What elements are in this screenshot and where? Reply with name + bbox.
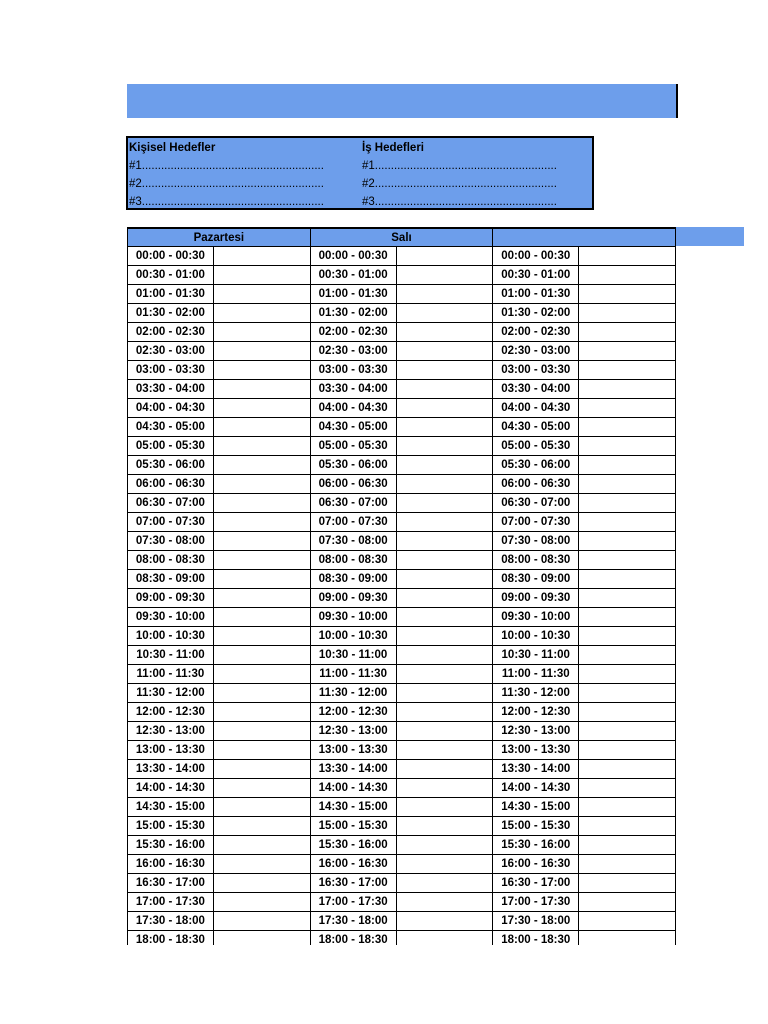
note-cell[interactable] <box>213 399 310 418</box>
time-slot-cell: 16:30 - 17:00 <box>128 874 214 893</box>
time-slot-cell: 00:00 - 00:30 <box>310 247 396 266</box>
note-cell[interactable] <box>396 266 493 285</box>
note-cell[interactable] <box>579 665 676 684</box>
schedule-table <box>127 227 676 945</box>
note-cell[interactable] <box>579 779 676 798</box>
note-cell[interactable] <box>213 684 310 703</box>
time-slot-cell: 11:00 - 11:30 <box>310 665 396 684</box>
note-cell[interactable] <box>396 874 493 893</box>
note-cell[interactable] <box>396 513 493 532</box>
time-slot-cell: 05:30 - 06:00 <box>310 456 396 475</box>
table-row <box>128 456 676 475</box>
time-slot-cell: 18:00 - 18:30 <box>128 931 214 946</box>
note-cell[interactable] <box>396 684 493 703</box>
note-cell[interactable] <box>579 931 676 946</box>
note-cell[interactable] <box>213 513 310 532</box>
time-slot-cell: 04:30 - 05:00 <box>128 418 214 437</box>
note-cell[interactable] <box>579 437 676 456</box>
table-row <box>128 437 676 456</box>
note-cell[interactable] <box>213 855 310 874</box>
time-slot-cell: 05:00 - 05:30 <box>128 437 214 456</box>
note-cell[interactable] <box>579 760 676 779</box>
time-slot-cell: 10:30 - 11:00 <box>493 646 579 665</box>
table-row <box>128 266 676 285</box>
note-cell[interactable] <box>396 570 493 589</box>
table-row <box>128 323 676 342</box>
table-row <box>128 912 676 931</box>
note-cell[interactable] <box>396 836 493 855</box>
time-slot-cell: 07:30 - 08:00 <box>310 532 396 551</box>
note-cell[interactable] <box>579 475 676 494</box>
note-cell[interactable] <box>396 589 493 608</box>
note-cell[interactable] <box>396 931 493 946</box>
time-slot-cell: 04:00 - 04:30 <box>128 399 214 418</box>
goals-box <box>126 136 594 210</box>
time-slot-cell: 08:00 - 08:30 <box>310 551 396 570</box>
table-row <box>128 361 676 380</box>
time-slot-cell: 12:30 - 13:00 <box>128 722 214 741</box>
time-slot-cell: 17:30 - 18:00 <box>493 912 579 931</box>
time-slot-cell: 15:00 - 15:30 <box>128 817 214 836</box>
time-slot-cell: 06:30 - 07:00 <box>310 494 396 513</box>
time-slot-cell: 14:00 - 14:30 <box>493 779 579 798</box>
table-row <box>128 817 676 836</box>
time-slot-cell: 17:00 - 17:30 <box>128 893 214 912</box>
table-row <box>128 760 676 779</box>
note-cell[interactable] <box>396 437 493 456</box>
time-slot-cell: 14:00 - 14:30 <box>310 779 396 798</box>
table-row <box>128 703 676 722</box>
time-slot-cell: 03:30 - 04:00 <box>310 380 396 399</box>
note-cell[interactable] <box>579 627 676 646</box>
time-slot-cell: 10:00 - 10:30 <box>310 627 396 646</box>
note-cell[interactable] <box>213 437 310 456</box>
note-cell[interactable] <box>579 456 676 475</box>
note-cell[interactable] <box>579 855 676 874</box>
note-cell[interactable] <box>213 380 310 399</box>
table-row <box>128 494 676 513</box>
time-slot-cell: 01:30 - 02:00 <box>128 304 214 323</box>
note-cell[interactable] <box>213 570 310 589</box>
time-slot-cell: 10:30 - 11:00 <box>128 646 214 665</box>
time-slot-cell: 02:00 - 02:30 <box>128 323 214 342</box>
time-slot-cell: 13:30 - 14:00 <box>493 760 579 779</box>
table-row <box>128 684 676 703</box>
table-row <box>128 247 676 266</box>
time-slot-cell: 07:00 - 07:30 <box>128 513 214 532</box>
time-slot-cell: 08:00 - 08:30 <box>128 551 214 570</box>
time-slot-cell: 01:30 - 02:00 <box>310 304 396 323</box>
time-slot-cell: 16:00 - 16:30 <box>128 855 214 874</box>
time-slot-cell: 05:30 - 06:00 <box>128 456 214 475</box>
table-row <box>128 836 676 855</box>
work-goal-3[interactable]: #3......................................................... <box>362 196 557 208</box>
note-cell[interactable] <box>396 551 493 570</box>
table-row <box>128 855 676 874</box>
note-cell[interactable] <box>213 266 310 285</box>
day-header <box>493 228 676 247</box>
note-cell[interactable] <box>213 779 310 798</box>
time-slot-cell: 03:00 - 03:30 <box>493 361 579 380</box>
time-slot-cell: 14:30 - 15:00 <box>128 798 214 817</box>
table-row <box>128 418 676 437</box>
note-cell[interactable] <box>213 304 310 323</box>
note-cell[interactable] <box>213 665 310 684</box>
table-row <box>128 570 676 589</box>
time-slot-cell: 07:30 - 08:00 <box>128 532 214 551</box>
day-header: Salı <box>310 228 493 247</box>
note-cell[interactable] <box>213 608 310 627</box>
time-slot-cell: 16:30 - 17:00 <box>310 874 396 893</box>
note-cell[interactable] <box>213 475 310 494</box>
time-slot-cell: 06:00 - 06:30 <box>493 475 579 494</box>
table-row <box>128 874 676 893</box>
time-slot-cell: 04:30 - 05:00 <box>493 418 579 437</box>
note-cell[interactable] <box>396 380 493 399</box>
note-cell[interactable] <box>396 798 493 817</box>
note-cell[interactable] <box>579 494 676 513</box>
time-slot-cell: 11:00 - 11:30 <box>128 665 214 684</box>
note-cell[interactable] <box>213 912 310 931</box>
time-slot-cell: 00:00 - 00:30 <box>128 247 214 266</box>
time-slot-cell: 13:00 - 13:30 <box>310 741 396 760</box>
note-cell[interactable] <box>213 931 310 946</box>
time-slot-cell: 10:00 - 10:30 <box>128 627 214 646</box>
work-goals-heading: İş Hedefleri <box>362 142 424 154</box>
time-slot-cell: 11:00 - 11:30 <box>493 665 579 684</box>
note-cell[interactable] <box>396 855 493 874</box>
time-slot-cell: 05:30 - 06:00 <box>493 456 579 475</box>
note-cell[interactable] <box>579 836 676 855</box>
time-slot-cell: 15:30 - 16:00 <box>310 836 396 855</box>
note-cell[interactable] <box>213 589 310 608</box>
note-cell[interactable] <box>396 323 493 342</box>
time-slot-cell: 02:30 - 03:00 <box>128 342 214 361</box>
note-cell[interactable] <box>213 247 310 266</box>
note-cell[interactable] <box>396 247 493 266</box>
table-row <box>128 627 676 646</box>
note-cell[interactable] <box>396 475 493 494</box>
note-cell[interactable] <box>396 646 493 665</box>
table-row <box>128 285 676 304</box>
time-slot-cell: 08:00 - 08:30 <box>493 551 579 570</box>
note-cell[interactable] <box>579 247 676 266</box>
time-slot-cell: 15:30 - 16:00 <box>128 836 214 855</box>
note-cell[interactable] <box>213 893 310 912</box>
table-row <box>128 304 676 323</box>
note-cell[interactable] <box>213 646 310 665</box>
time-slot-cell: 06:00 - 06:30 <box>128 475 214 494</box>
note-cell[interactable] <box>396 285 493 304</box>
note-cell[interactable] <box>213 361 310 380</box>
time-slot-cell: 00:30 - 01:00 <box>128 266 214 285</box>
time-slot-cell: 01:30 - 02:00 <box>493 304 579 323</box>
table-row <box>128 798 676 817</box>
schedule-table-wrapper <box>127 227 676 945</box>
personal-goals-heading: Kişisel Hedefler <box>129 142 216 154</box>
note-cell[interactable] <box>213 285 310 304</box>
time-slot-cell: 03:00 - 03:30 <box>128 361 214 380</box>
table-row <box>128 551 676 570</box>
note-cell[interactable] <box>396 760 493 779</box>
note-cell[interactable] <box>579 608 676 627</box>
note-cell[interactable] <box>579 285 676 304</box>
note-cell[interactable] <box>579 551 676 570</box>
title-bar <box>127 84 678 118</box>
note-cell[interactable] <box>579 323 676 342</box>
table-row <box>128 589 676 608</box>
note-cell[interactable] <box>579 874 676 893</box>
time-slot-cell: 05:00 - 05:30 <box>310 437 396 456</box>
time-slot-cell: 14:00 - 14:30 <box>128 779 214 798</box>
time-slot-cell: 15:30 - 16:00 <box>493 836 579 855</box>
time-slot-cell: 00:00 - 00:30 <box>493 247 579 266</box>
time-slot-cell: 02:00 - 02:30 <box>310 323 396 342</box>
time-slot-cell: 13:00 - 13:30 <box>493 741 579 760</box>
time-slot-cell: 09:00 - 09:30 <box>310 589 396 608</box>
note-cell[interactable] <box>213 741 310 760</box>
note-cell[interactable] <box>213 760 310 779</box>
note-cell[interactable] <box>579 342 676 361</box>
time-slot-cell: 10:30 - 11:00 <box>310 646 396 665</box>
time-slot-cell: 02:00 - 02:30 <box>493 323 579 342</box>
time-slot-cell: 00:30 - 01:00 <box>493 266 579 285</box>
work-goal-1[interactable]: #1......................................................... <box>362 160 557 172</box>
time-slot-cell: 01:00 - 01:30 <box>128 285 214 304</box>
time-slot-cell: 17:30 - 18:00 <box>310 912 396 931</box>
time-slot-cell: 17:00 - 17:30 <box>493 893 579 912</box>
table-row <box>128 399 676 418</box>
time-slot-cell: 06:30 - 07:00 <box>128 494 214 513</box>
table-row <box>128 380 676 399</box>
time-slot-cell: 13:30 - 14:00 <box>310 760 396 779</box>
note-cell[interactable] <box>396 342 493 361</box>
table-row <box>128 665 676 684</box>
personal-goal-2[interactable]: #2......................................................... <box>129 178 324 190</box>
time-slot-cell: 06:00 - 06:30 <box>310 475 396 494</box>
note-cell[interactable] <box>396 532 493 551</box>
note-cell[interactable] <box>396 779 493 798</box>
note-cell[interactable] <box>579 741 676 760</box>
note-cell[interactable] <box>579 589 676 608</box>
note-cell[interactable] <box>396 361 493 380</box>
time-slot-cell: 02:30 - 03:00 <box>310 342 396 361</box>
time-slot-cell: 13:00 - 13:30 <box>128 741 214 760</box>
note-cell[interactable] <box>579 399 676 418</box>
note-cell[interactable] <box>579 380 676 399</box>
note-cell[interactable] <box>213 418 310 437</box>
note-cell[interactable] <box>213 323 310 342</box>
time-slot-cell: 09:00 - 09:30 <box>493 589 579 608</box>
note-cell[interactable] <box>396 817 493 836</box>
table-row <box>128 741 676 760</box>
note-cell[interactable] <box>213 456 310 475</box>
time-slot-cell: 01:00 - 01:30 <box>310 285 396 304</box>
table-row <box>128 893 676 912</box>
time-slot-cell: 08:30 - 09:00 <box>128 570 214 589</box>
note-cell[interactable] <box>579 722 676 741</box>
note-cell[interactable] <box>213 532 310 551</box>
time-slot-cell: 04:00 - 04:30 <box>310 399 396 418</box>
time-slot-cell: 18:00 - 18:30 <box>493 931 579 946</box>
note-cell[interactable] <box>213 551 310 570</box>
time-slot-cell: 14:30 - 15:00 <box>310 798 396 817</box>
time-slot-cell: 08:30 - 09:00 <box>493 570 579 589</box>
note-cell[interactable] <box>213 722 310 741</box>
personal-goal-1[interactable]: #1......................................................... <box>129 160 324 172</box>
note-cell[interactable] <box>396 665 493 684</box>
personal-goal-3[interactable]: #3......................................................... <box>129 196 324 208</box>
note-cell[interactable] <box>396 912 493 931</box>
work-goal-2[interactable]: #2......................................................... <box>362 178 557 190</box>
table-row <box>128 931 676 946</box>
note-cell[interactable] <box>213 494 310 513</box>
time-slot-cell: 07:00 - 07:30 <box>310 513 396 532</box>
table-row <box>128 475 676 494</box>
time-slot-cell: 12:30 - 13:00 <box>310 722 396 741</box>
time-slot-cell: 12:00 - 12:30 <box>493 703 579 722</box>
time-slot-cell: 15:00 - 15:30 <box>310 817 396 836</box>
table-row <box>128 646 676 665</box>
time-slot-cell: 03:00 - 03:30 <box>310 361 396 380</box>
time-slot-cell: 12:30 - 13:00 <box>493 722 579 741</box>
table-row <box>128 608 676 627</box>
time-slot-cell: 09:30 - 10:00 <box>310 608 396 627</box>
note-cell[interactable] <box>213 798 310 817</box>
time-slot-cell: 13:30 - 14:00 <box>128 760 214 779</box>
note-cell[interactable] <box>396 494 493 513</box>
time-slot-cell: 04:30 - 05:00 <box>310 418 396 437</box>
time-slot-cell: 09:30 - 10:00 <box>493 608 579 627</box>
time-slot-cell: 03:30 - 04:00 <box>128 380 214 399</box>
note-cell[interactable] <box>396 703 493 722</box>
time-slot-cell: 07:00 - 07:30 <box>493 513 579 532</box>
note-cell[interactable] <box>579 418 676 437</box>
note-cell[interactable] <box>579 646 676 665</box>
time-slot-cell: 01:00 - 01:30 <box>493 285 579 304</box>
day-header: Pazartesi <box>128 228 311 247</box>
time-slot-cell: 12:00 - 12:30 <box>128 703 214 722</box>
note-cell[interactable] <box>579 817 676 836</box>
time-slot-cell: 18:00 - 18:30 <box>310 931 396 946</box>
note-cell[interactable] <box>579 893 676 912</box>
time-slot-cell: 09:00 - 09:30 <box>128 589 214 608</box>
note-cell[interactable] <box>396 722 493 741</box>
note-cell[interactable] <box>396 741 493 760</box>
time-slot-cell: 07:30 - 08:00 <box>493 532 579 551</box>
time-slot-cell: 09:30 - 10:00 <box>128 608 214 627</box>
table-row <box>128 532 676 551</box>
time-slot-cell: 00:30 - 01:00 <box>310 266 396 285</box>
table-row <box>128 342 676 361</box>
note-cell[interactable] <box>396 304 493 323</box>
note-cell[interactable] <box>579 304 676 323</box>
time-slot-cell: 10:00 - 10:30 <box>493 627 579 646</box>
table-row <box>128 722 676 741</box>
header-fill-overflow <box>676 227 744 246</box>
day-header-row <box>128 228 676 247</box>
time-slot-cell: 16:00 - 16:30 <box>493 855 579 874</box>
table-row <box>128 513 676 532</box>
work-goals <box>362 139 557 211</box>
time-slot-cell: 17:00 - 17:30 <box>310 893 396 912</box>
time-slot-cell: 17:30 - 18:00 <box>128 912 214 931</box>
note-cell[interactable] <box>579 570 676 589</box>
note-cell[interactable] <box>579 361 676 380</box>
time-slot-cell: 06:30 - 07:00 <box>493 494 579 513</box>
note-cell[interactable] <box>579 513 676 532</box>
table-row <box>128 779 676 798</box>
time-slot-cell: 08:30 - 09:00 <box>310 570 396 589</box>
time-slot-cell: 11:30 - 12:00 <box>128 684 214 703</box>
time-slot-cell: 05:00 - 05:30 <box>493 437 579 456</box>
time-slot-cell: 03:30 - 04:00 <box>493 380 579 399</box>
personal-goals <box>129 139 324 211</box>
time-slot-cell: 11:30 - 12:00 <box>493 684 579 703</box>
note-cell[interactable] <box>396 456 493 475</box>
time-slot-cell: 16:00 - 16:30 <box>310 855 396 874</box>
note-cell[interactable] <box>579 703 676 722</box>
time-slot-cell: 02:30 - 03:00 <box>493 342 579 361</box>
note-cell[interactable] <box>213 627 310 646</box>
note-cell[interactable] <box>396 608 493 627</box>
note-cell[interactable] <box>579 684 676 703</box>
note-cell[interactable] <box>579 798 676 817</box>
note-cell[interactable] <box>213 836 310 855</box>
note-cell[interactable] <box>213 703 310 722</box>
note-cell[interactable] <box>396 627 493 646</box>
note-cell[interactable] <box>213 874 310 893</box>
note-cell[interactable] <box>396 399 493 418</box>
time-slot-cell: 12:00 - 12:30 <box>310 703 396 722</box>
note-cell[interactable] <box>396 418 493 437</box>
time-slot-cell: 16:30 - 17:00 <box>493 874 579 893</box>
note-cell[interactable] <box>579 266 676 285</box>
note-cell[interactable] <box>213 342 310 361</box>
note-cell[interactable] <box>579 532 676 551</box>
time-slot-cell: 04:00 - 04:30 <box>493 399 579 418</box>
note-cell[interactable] <box>213 817 310 836</box>
time-slot-cell: 15:00 - 15:30 <box>493 817 579 836</box>
note-cell[interactable] <box>396 893 493 912</box>
time-slot-cell: 14:30 - 15:00 <box>493 798 579 817</box>
time-slot-cell: 11:30 - 12:00 <box>310 684 396 703</box>
note-cell[interactable] <box>579 912 676 931</box>
